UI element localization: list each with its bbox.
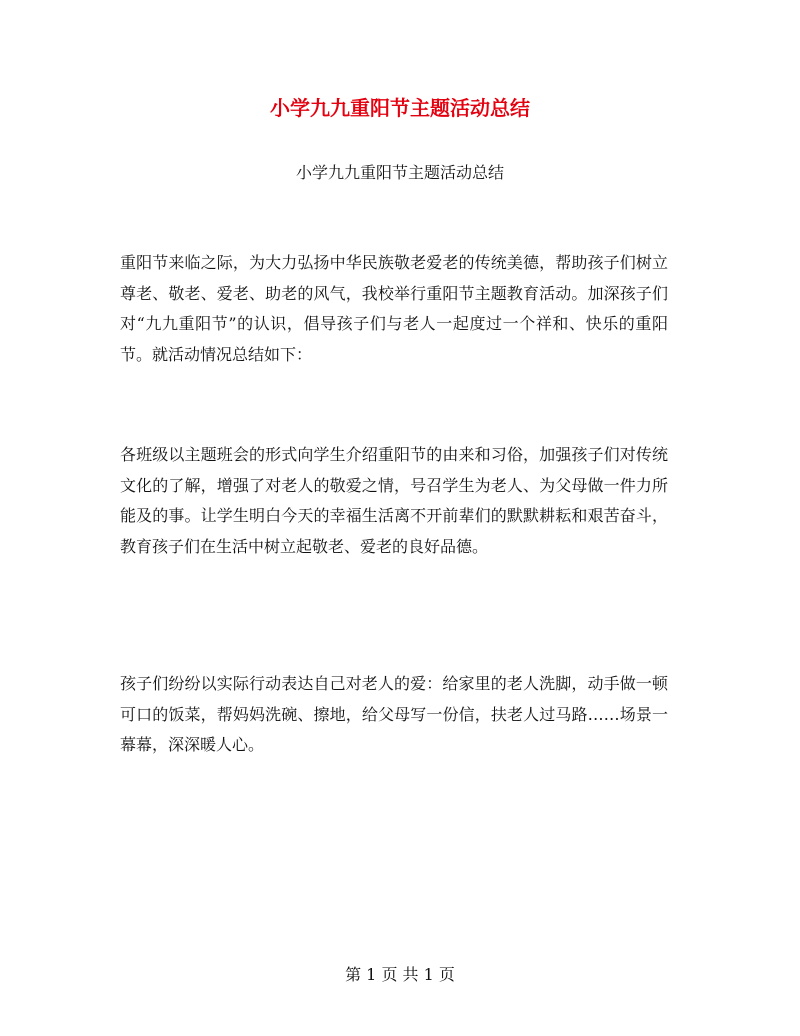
page-footer: 第 1 页 共 1 页 — [345, 965, 455, 984]
paragraph-intro: 重阳节来临之际，为大力弘扬中华民族敬老爱老的传统美德，帮助孩子们树立尊老、敬老、爱老、助老的风气，我校举行重阳节主题教育活动。加深孩子们对“九九重阳节”的认识，倡导孩子们与老人一起度过一个祥和、快乐的重阳节。就活动情况总结如下： — [120, 253, 668, 364]
paragraph-class-meetings: 各班级以主题班会的形式向学生介绍重阳节的由来和习俗，加强孩子们对传统文化的了解，增强了对老人的敬爱之情，号召学生为老人、为父母做一件力所能及的事。让学生明白今天的幸福生活离不开前辈们的默默耕耘和艰苦奋斗，教育孩子们在生活中树立起敬老、爱老的良好品德。 — [120, 445, 668, 556]
paragraph-actions: 孩子们纷纷以实际行动表达自己对老人的爱：给家里的老人洗脚，动手做一顿可口的饭菜，帮妈妈洗碗、擦地，给父母写一份信，扶老人过马路……场景一幕幕，深深暖人心。 — [120, 674, 668, 754]
document-subtitle: 小学九九重阳节主题活动总结 — [295, 163, 504, 182]
document-title: 小学九九重阳节主题活动总结 — [270, 96, 530, 120]
